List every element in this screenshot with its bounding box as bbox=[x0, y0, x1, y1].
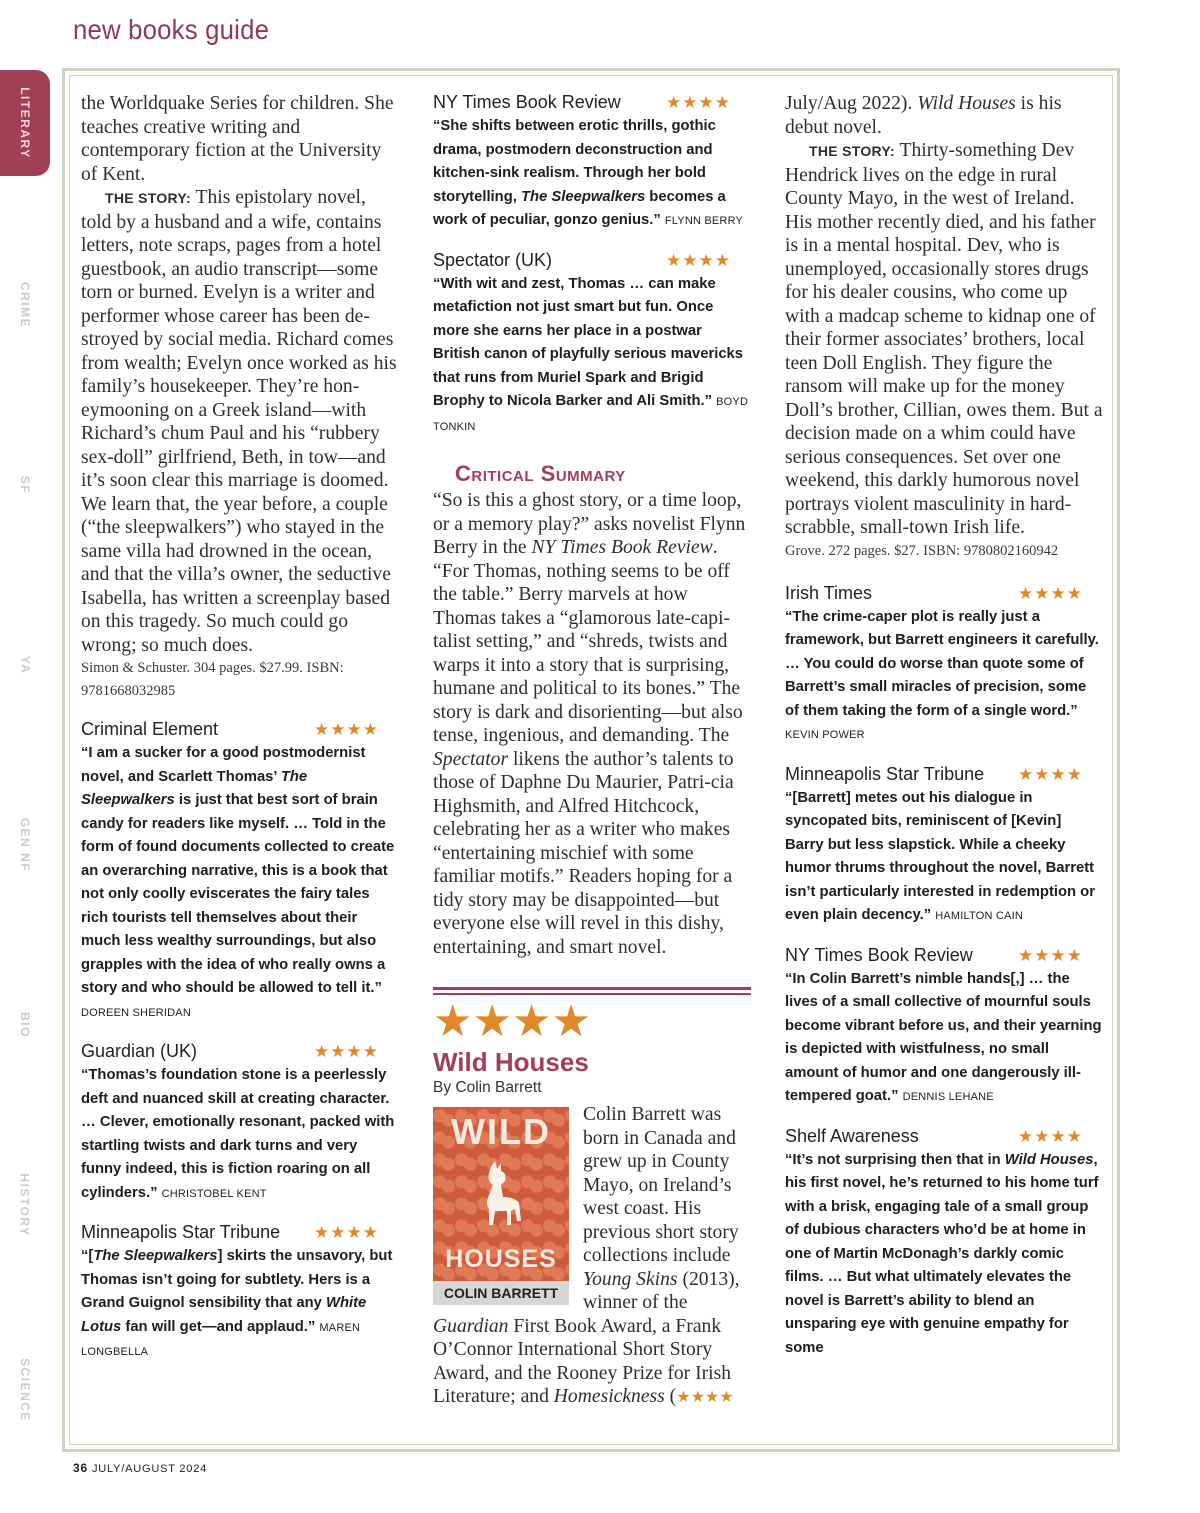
section-divider bbox=[433, 987, 751, 990]
section-title: new books guide bbox=[73, 14, 270, 45]
column-1 bbox=[81, 92, 399, 1365]
author-bio-end: the Worldquake Series for children. She teaches creative writing and contemporary fiction at the University of Kent. bbox=[81, 93, 394, 185]
side-tab-literary[interactable]: LITERARY bbox=[0, 70, 50, 176]
book-byline: By Colin Barrett bbox=[433, 1079, 542, 1096]
author-bio-continued: July/Aug 2022). Wild Houses is his debut novel. bbox=[785, 93, 1062, 138]
review-quote: “I am a sucker for a good postmodernist novel, and Scarlett Thomas’ The Sleepwalkers is just that best sort of brain candy for readers like myself. … Told in the form of found documents collected to create an overarching narrative, this is a book that not only coolly eviscerates the fairy tales rich tourists tell themselves about their much less wealthy surroundings, but also grapples with the idea of who really owns a story and who should be allowed to tell it.” DOREEN SHERIDAN bbox=[81, 745, 395, 1019]
story-label: THE STORY: bbox=[105, 190, 191, 206]
review-outlet: NY Times Book Review bbox=[785, 944, 973, 965]
rating-stars: ★★★★ bbox=[666, 93, 731, 112]
side-tab-sf[interactable]: SF bbox=[18, 475, 32, 495]
side-tab-gen-nf[interactable]: GEN NF bbox=[18, 817, 32, 873]
review-outlet: NY Times Book Review bbox=[433, 92, 621, 112]
issue-date: JULY/AUGUST 2024 bbox=[91, 1463, 208, 1475]
review-outlet: Minneapolis Star Tribune bbox=[785, 763, 985, 784]
cover-title-top: WILD bbox=[451, 1111, 551, 1152]
rating-stars: ★★★★ bbox=[666, 250, 731, 270]
review-quote: “The crime-caper plot is really just a framework, but Barrett engineers it carefully. … You could do worse than quote some of Barrett’s small miracles of precision, some of them taking the form of a single word.” KEVIN POWER bbox=[785, 608, 1099, 741]
critic-name: MAREN LONGBELLA bbox=[81, 1321, 361, 1358]
story-paragraph: THE STORY: This epistolary novel, told by a husband and a wife, contains letters, note scraps, pages from a hotel guestbook, an audio transcript—some torn or burned. Evelyn is a writer and performer whose career has been de-stroyed by social media. Richard comes from wealth; Evelyn once worked as his family’s housekeeper. They’re hon-eymooning on a Greek island—with Richard’s chum Paul and his “rubbery sex-doll” girlfriend, Beth, in tow—and it’s soon clear this marriage is doomed. We learn that, the year before, a couple (“the sleepwalkers”) who stayed in the same villa had drowned in the ocean, and that the villa’s owner, the seductive Isabella, has written a screenplay based on this tragedy. So much could go wrong; so much does. bbox=[81, 187, 397, 656]
review-outlet: Spectator (UK) bbox=[433, 249, 553, 270]
review-nyt bbox=[433, 92, 751, 234]
review-star-tribune bbox=[81, 1222, 399, 1365]
column-3 bbox=[785, 92, 1103, 1360]
review-nyt bbox=[785, 945, 1103, 1110]
review-star-tribune bbox=[785, 764, 1103, 929]
side-tab-bio[interactable]: BIO bbox=[18, 1012, 32, 1038]
review-outlet: Shelf Awareness bbox=[785, 1125, 919, 1146]
review-criminal-element bbox=[81, 719, 399, 1025]
review-irish-times bbox=[785, 583, 1103, 748]
review-quote: “In Colin Barrett’s nimble hands[,] … the lives of a small collective of mournful souls become vibrant before us, and their yearning is depicted with wistfulness, no small amount of humor and one dangerously ill-tempered goat.” DENNIS LEHANE bbox=[785, 970, 1102, 1104]
cover-author: COLIN BARRETT bbox=[433, 1281, 569, 1305]
rating-stars: ★★★★ bbox=[314, 1042, 379, 1061]
story-label: THE STORY: bbox=[809, 143, 895, 159]
column-2 bbox=[433, 92, 751, 1410]
side-tab-science[interactable]: SCIENCE bbox=[18, 1358, 32, 1422]
rating-stars: ★★★★ bbox=[314, 720, 379, 739]
review-outlet: Irish Times bbox=[785, 582, 873, 603]
critic-name: FLYNN BERRY bbox=[664, 215, 744, 227]
cover-title-bottom: HOUSES bbox=[445, 1245, 557, 1273]
publication-info: Grove. 272 pages. $27. ISBN: 9780802160942 bbox=[785, 542, 1059, 559]
rating-stars: ★★★★ bbox=[1018, 945, 1083, 965]
review-outlet: Minneapolis Star Tribune bbox=[81, 1222, 281, 1242]
critic-name: DENNIS LEHANE bbox=[902, 1091, 994, 1103]
side-tab-crime[interactable]: CRIME bbox=[17, 281, 32, 329]
critic-name: HAMILTON CAIN bbox=[935, 910, 1024, 922]
review-guardian bbox=[81, 1041, 399, 1206]
rating-stars: ★★★★ bbox=[1018, 764, 1083, 784]
critical-summary-title: Critical Summary bbox=[455, 461, 626, 486]
page-footer bbox=[73, 1461, 207, 1475]
critic-name: CHRISTOBEL KENT bbox=[161, 1187, 267, 1200]
side-tab-ya[interactable]: YA bbox=[17, 655, 32, 675]
rating-stars: ★★★★ bbox=[314, 1223, 379, 1242]
book-title: Wild Houses bbox=[433, 1047, 589, 1077]
review-quote: “She shifts between erotic thrills, gothic drama, postmodern deconstruction and kitchen-sink realism. Through her bold storytelling, The Sleepwalkers becomes a work of peculiar, gonzo genius.” FLYNN BERRY bbox=[433, 118, 744, 228]
author-bio: Colin Barrett was born in Canada and grew up in County Mayo, on Ireland’s west coast. His previous short story collections include Young Skins (2013), winner of the Guardian First Book Award, a Frank O’Connor International Short Story Award, and the Rooney Prize for Irish Literature; and Homesickness (★★★★ bbox=[433, 1104, 740, 1407]
review-quote: “[Barrett] metes out his dialogue in syncopated bits, reminiscent of [Kevin] Barry but less slapstick. While a cheeky humor thrums throughout the novel, Barrett isn’t particularly interested in redemption or even plain decency.” HAMILTON CAIN bbox=[785, 789, 1095, 923]
rating-stars: ★★★★ bbox=[1018, 1126, 1083, 1146]
book-cover-image bbox=[433, 1107, 569, 1305]
category-side-nav bbox=[0, 70, 50, 1430]
story-paragraph: THE STORY: Thirty-something Dev Hendrick lives on the edge in rural County Mayo, in the west of Ireland. His mother recently died, and his father is in a mental hospital. Dev, who is unemployed, occasionally stores drugs for his dealer cousins, who come up with a madcap scheme to kidnap one of their former associates’ brothers, local teen Doll English. They figure the ransom will make up for the money Doll’s brother, Cillian, owes them. But a decision made on a whim could have serious consequences. Set over one weekend, this darkly humorous novel portrays violent masculinity in hard-scrabble, small-town Irish life. bbox=[785, 140, 1103, 538]
critic-name: DOREEN SHERIDAN bbox=[81, 1006, 191, 1019]
review-shelf-awareness bbox=[785, 1126, 1103, 1361]
critic-name: KEVIN POWER bbox=[785, 729, 865, 741]
review-outlet: Guardian (UK) bbox=[81, 1041, 198, 1061]
review-quote: “It’s not surprising then that in Wild Houses, his first novel, he’s returned to his home turf with a brisk, engaging tale of a small group of dubious characters who’d be at home in one of Martin McDonagh’s darkly comic films. … But what ultimately elevates the novel is Barrett’s ability to blend an unsparing eye with genuine empathy for some bbox=[785, 1151, 1099, 1356]
featured-book-body bbox=[433, 1103, 751, 1410]
side-tab-history[interactable]: HISTORY bbox=[18, 1173, 32, 1237]
rating-stars: ★★★★ bbox=[1018, 583, 1083, 603]
featured-rating-stars: ★★★★ bbox=[433, 997, 591, 1046]
review-quote: “Thomas’s foundation stone is a peerlessly deft and nuanced skill at creating character. … Clever, emotionally resonant, packed with startling twists and dark turns and very funny indeed, this is fiction roaring on all cylinders.” CHRISTOBEL KENT bbox=[81, 1067, 395, 1201]
goat-icon bbox=[471, 1159, 531, 1239]
critical-summary-text: “So is this a ghost story, or a time loop, or a memory play?” asks novelist Flynn Berry in the NY Times Book Review. “For Thomas, nothing seems to be off the table.” Berry marvels at how Thomas takes a “glamorous late-capi-talist setting,” and “shreds, twists and warps it into a story that is surprising, humane and political to its bones.” The story is dark and disorienting—but also tense, ingenious, and demanding. The Spectator likens the author’s talents to those of Daphne Du Maurier, Patri-cia Highsmith, and Alfred Hitchcock, celebrating her as a writer who makes “entertaining mischief with some familiar motifs.” Readers hoping for a tidy story may be disappointed—but everyone else will revel in this dishy, entertaining, and smart novel. bbox=[433, 490, 746, 958]
review-spectator bbox=[433, 250, 751, 440]
critic-name: BOYD TONKIN bbox=[433, 396, 749, 433]
publication-info: Simon & Schuster. 304 pages. $27.99. ISBN: 9781668032985 bbox=[81, 660, 344, 699]
inline-rating-stars: ★★★★ bbox=[676, 1389, 734, 1406]
review-quote: “With wit and zest, Thomas … can make metafiction not just smart but fun. Once more she earns her place in a postwar British canon of playfully serious mavericks that runs from Muriel Spark and Brigid Brophy to Nicola Barker and Ali Smith.” BOYD TONKIN bbox=[433, 275, 749, 433]
review-outlet: Criminal Element bbox=[81, 719, 219, 739]
review-quote: “[The Sleepwalkers] skirts the unsavory, but Thomas isn’t going for subtlety. Hers is a Grand Guignol sensibility that any White Lotus fan will get—and applaud.” MAREN LONGBELLA bbox=[81, 1248, 393, 1358]
page-number: 36 bbox=[73, 1461, 88, 1475]
